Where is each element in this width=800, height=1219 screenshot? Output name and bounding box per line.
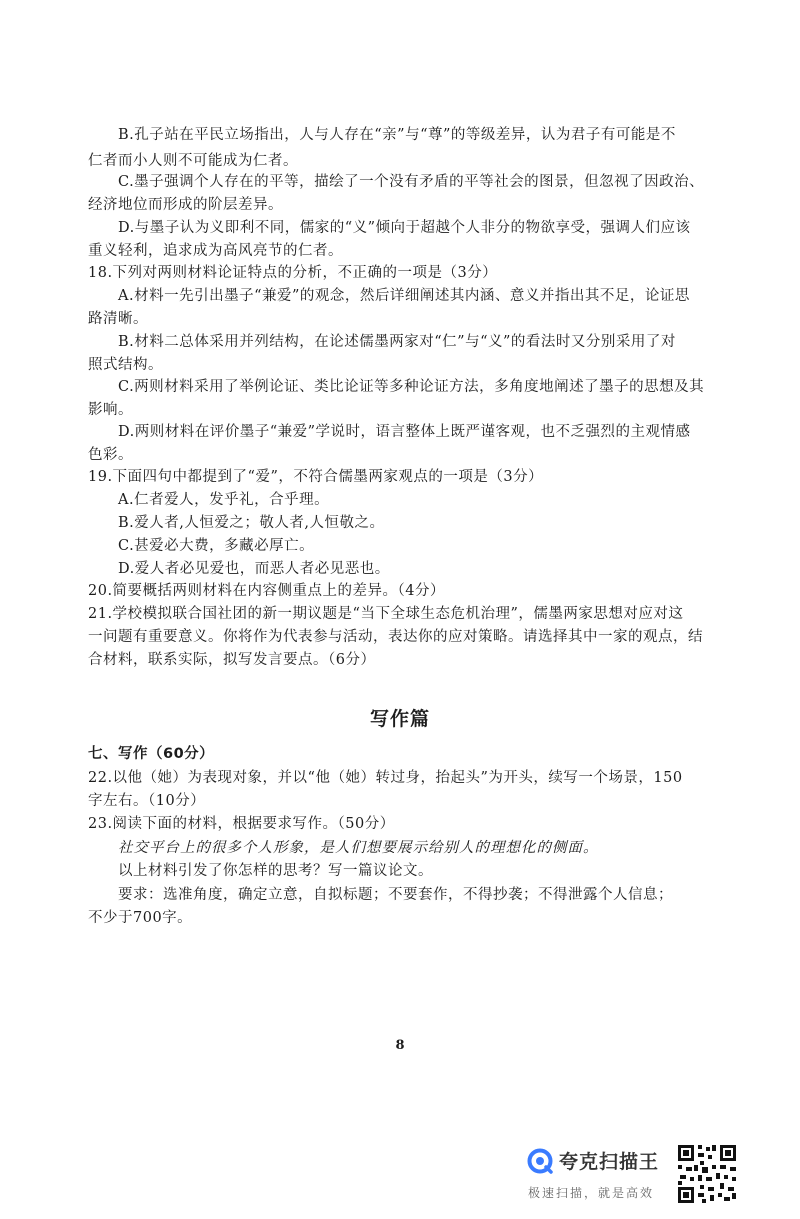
scanner-watermark [527, 1145, 667, 1205]
q19-option-d: D.爱人者必见爱也，而恶人者必见恶也。 [118, 561, 390, 577]
q23-material: 社交平台上的很多个人形象，是人们想要展示给别人的理想化的侧面。 [118, 840, 599, 856]
page-number: 8 [395, 1038, 405, 1053]
brand-name: 夸克扫描王 [559, 1151, 660, 1173]
q17-option-b-line2: 仁者而小人则不可能成为仁者。 [88, 153, 298, 169]
qr-code-icon [676, 1143, 738, 1205]
part-seven-heading: 七、写作（60分） [88, 746, 215, 762]
q19-option-a: A.仁者爱人，发乎礼，合乎理。 [118, 492, 330, 508]
q23-prompt: 以上材料引发了你怎样的思考？写一篇议论文。 [118, 863, 433, 879]
q17-option-b-line1: B.孔子站在平民立场指出，人与人存在“亲”与“尊”的等级差异，认为君子有可能是不 [118, 127, 676, 143]
q18-option-d-line2: 色彩。 [88, 447, 133, 463]
q19-option-b: B.爱人者,人恒爱之；敬人者,人恒敬之。 [118, 515, 385, 531]
q18-option-b-line2: 照式结构。 [88, 357, 163, 373]
q18-option-d-line1: D.两则材料在评价墨子“兼爱”学说时，语言整体上既严谨客观，也不乏强烈的主观情感 [118, 424, 691, 440]
q18-option-b-line1: B.材料二总体采用并列结构，在论述儒墨两家对“仁”与“义”的看法时又分别采用了对 [118, 334, 676, 350]
q22-line2: 字左右。（10分） [88, 793, 206, 809]
q18-option-a-line1: A.材料一先引出墨子“兼爱”的观念，然后详细阐述其内涵、意义并指出其不足，论证思 [118, 288, 690, 304]
q17-option-c-line2: 经济地位而形成的阶层差异。 [88, 197, 283, 213]
q18-option-c-line1: C.两则材料采用了举例论证、类比论证等多种论证方法，多角度地阐述了墨子的思想及其 [118, 379, 705, 395]
q17-option-d-line1: D.与墨子认为义即利不同，儒家的“义”倾向于超越个人非分的物欲享受，强调人们应该 [118, 220, 691, 236]
q20-stem: 20.简要概括两则材料在内容侧重点上的差异。（4分） [88, 583, 446, 599]
section-title: 写作篇 [369, 708, 430, 730]
q19-stem: 19.下面四句中都提到了“爱”，不符合儒墨两家观点的一项是（3分） [88, 469, 544, 485]
q21-line2: 一问题有重要意义。你将作为代表参与活动，表达你的应对策略。请选择其中一家的观点，结 [88, 629, 703, 645]
brand-slogan: 极速扫描，就是高效 [528, 1186, 655, 1200]
q19-option-c: C.甚爱必大费，多藏必厚亡。 [118, 538, 315, 554]
quark-logo-icon [527, 1148, 553, 1174]
q21-line3: 合材料，联系实际，拟写发言要点。（6分） [88, 652, 376, 668]
q23-stem: 23.阅读下面的材料，根据要求写作。（50分） [88, 816, 395, 832]
q18-option-a-line2: 路清晰。 [88, 311, 148, 327]
q17-option-c-line1: C.墨子强调个人存在的平等，描绘了一个没有矛盾的平等社会的图景，但忽视了因政治、 [118, 174, 705, 190]
q22-line1: 22.以他（她）为表现对象，并以“他（她）转过身，抬起头”为开头，续写一个场景，150 [88, 770, 683, 786]
q17-option-d-line2: 重义轻利，追求成为高风亮节的仁者。 [88, 243, 343, 259]
q18-stem: 18.下列对两则材料论证特点的分析，不正确的一项是（3分） [88, 265, 498, 281]
q18-option-c-line2: 影响。 [88, 402, 133, 418]
q23-requirements-line1: 要求：选准角度，确定立意，自拟标题；不要套作，不得抄袭；不得泄露个人信息； [118, 887, 673, 903]
q21-line1: 21.学校模拟联合国社团的新一期议题是“当下全球生态危机治理”，儒墨两家思想对应对这 [88, 606, 684, 622]
q23-requirements-line2: 不少于700字。 [88, 910, 193, 926]
